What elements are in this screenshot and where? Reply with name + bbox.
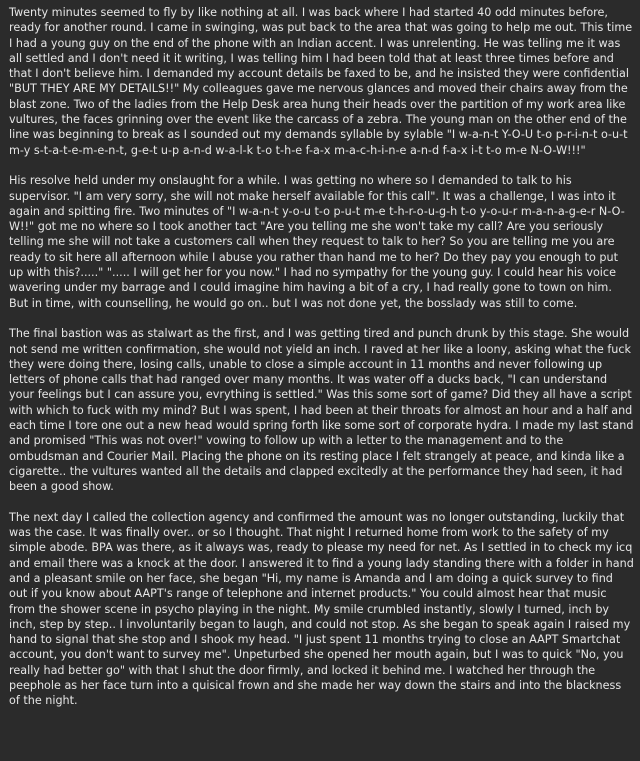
paragraph-2: His resolve held under my onslaught for a while. I was getting no where so I demanded to talk to his supervisor. "I am very sorry, she will not make herself available for this call". It was a challenge, I was into it again and spitting fire. Two minutes of "I w-a-n-t y-o-u t-o p-u-t m-e t-h-r-o-u-g-h t-o y-o-u-r m-a-n-a-g-e-r N-O-W!!" got me no where so I took another tact "Are you telling me she won't take my call? Are you seriously telling me she will not take a customers call when they request to talk to her? So you are telling me you are ready to sit here all afternoon while I abuse you rather than hand me to her? Do they pay you enough to put up with this?....." "..... I will get her for you now." I had no sympathy for the young guy. I could hear his voice wavering under my barrage and I could imagine him having a bit of a cry, I had really gone to town on him. But in time, with counselling, he would go on.. but I was not done yet, the bosslady was still to come.: [9, 174, 625, 310]
paragraph-4: The next day I called the collection agency and confirmed the amount was no longer outstanding, luckily that was the case. It was finally over.. or so I thought. That night I returned home from work to the safety of my simple abode. BPA was there, as it always was, ready to please my need for net. As I settled in to check my icq and email there was a knock at the door. I answered it to find a young lady standing there with a folder in hand and a pleasant smile on her face, she began "Hi, my name is Amanda and I am doing a quick survey to find out if you know about AAPT's range of telephone and internet products." You could almost hear that music from the shower scene in psycho playing in the night. My smile crumbled instantly, slowly I turned, inch by inch, step by step.. I involuntarily began to laugh, and could not stop. As she began to speak again I raised my hand to signal that she stop and I shook my head. "I just spent 11 months trying to close an AAPT Smartchat account, you don't want to survey me". Unpeturbed she opened her mouth again, but I was to quick "No, you really had better go" with that I shut the door firmly, and locked it behind me. I watched her through the peephole as her face turn into a quisical frown and she made her way down the stairs and into the blackness of the night.: [9, 510, 634, 708]
paragraph-1: Twenty minutes seemed to fly by like nothing at all. I was back where I had started 40 odd minutes before, ready for another round. I came in swinging, was put back to the area that was going to help me out. This time I had a young guy on the end of the phone with an Indian accent. I was unrelenting. He was telling me it was all settled and I don't need it it writing, I was telling him I had been told that at least three times before and that I don't believe him. I demanded my account details be faxed to be, and he insisted they were confidential "BUT THEY ARE MY DETAILS!!" My colleagues gave me nervous glances and moved their chairs away from the blast zone. Two of the ladies from the Help Desk area hung their heads over the partition of my work area like vultures, the faces grinning over the event like the carcass of a zebra. The young man on the other end of the line was beginning to break as I sounded out my demands syllable by sylable "I w-a-n-t Y-O-U t-o p-r-i-n-t o-u-t m-y s-t-a-t-e-m-e-n-t, g-e-t u-p a-n-d w-a-l-k t-o t-h-e f-a-x m-a-c-h-i-n-e a-n-d f-a-x i-t t-o m-e N-O-W!!!": [9, 6, 633, 157]
paragraph-3: The final bastion was as stalwart as the first, and I was getting tired and punch drunk by this stage. She would not send me written confirmation, she would not yield an inch. I raved at her like a loony, asking what the fuck they were doing there, losing calls, unable to close a simple account in 11 months and never following up letters of phone calls that had ranged over many months. It was water off a ducks back, "I can understand your feelings but I can assure you, evrything is settled." Was this some sort of game? Did they all have a script with which to fuck with my mind? But I was spent, I had been at their throats for almost an hour and a half and each time I tore one out a new head would spring forth like some sort of corporate hydra. I made my last stand and promised "This was not over!" vowing to follow up with a letter to the management and to the ombudsman and Courier Mail. Placing the phone on its resting place I felt strangely at peace, and kinda like a cigarette.. the vultures wanted all the details and clapped excitedly at the performance they had seen, it had been a good show.: [9, 327, 634, 494]
